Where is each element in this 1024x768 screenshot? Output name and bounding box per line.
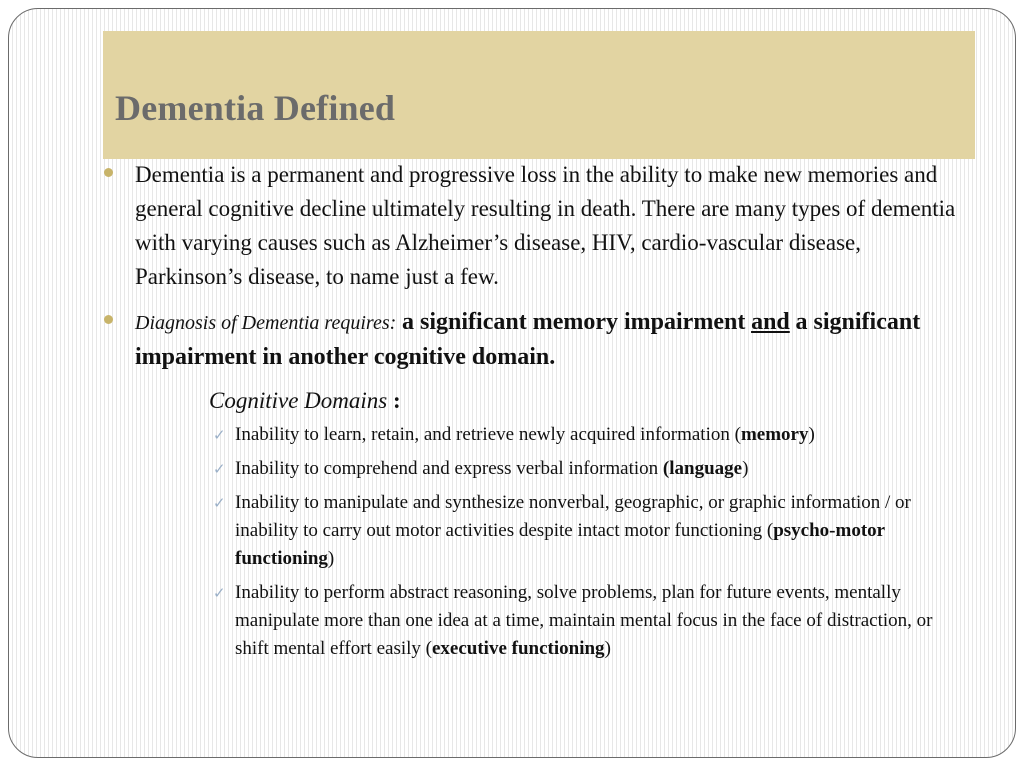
domain-end: ) xyxy=(742,458,749,479)
cognitive-domains-colon: : xyxy=(393,388,401,413)
diagnosis-requirement-a: a significant memory impairment xyxy=(402,309,746,335)
domain-item-executive xyxy=(213,579,964,663)
cognitive-domain-list xyxy=(213,421,964,663)
domain-label: executive functioning xyxy=(431,638,605,659)
domain-text: Inability to manipulate and synthesize nonverbal, geographic, or graphic information / or inability to carry out motor activities despite intact motor functioning ( xyxy=(235,492,911,541)
checkmark-icon: ✓ xyxy=(213,426,226,444)
domain-item-memory xyxy=(213,421,964,449)
checkmark-icon: ✓ xyxy=(213,584,226,602)
domain-item-language xyxy=(213,455,964,483)
diagnosis-requirement-b: a significant impairment in another cognitive domain. xyxy=(135,309,921,370)
domain-text: Inability to perform abstract reasoning, solve problems, plan for future events, mentally manipulate more than one idea at a time, maintain mental focus in the face of distraction, or shift mental effort easily ( xyxy=(235,582,933,659)
bullet-dot-icon xyxy=(104,168,113,177)
domain-item-psycho-motor xyxy=(213,489,964,573)
bullet-text-definition: Dementia is a permanent and progressive loss in the ability to make new memories and general cognitive decline ultimately resulting in death. There are many types of dementia with varying causes such as Alzheimer’s disease, HIV, cardio-vascular disease, Parkinson’s disease, to name just a few. xyxy=(135,162,956,289)
domain-label: (language xyxy=(662,458,743,479)
cognitive-domains-heading xyxy=(209,385,964,417)
checkmark-icon: ✓ xyxy=(213,494,226,512)
slide-title: Dementia Defined xyxy=(115,88,396,128)
domain-end: ) xyxy=(604,638,611,659)
slide-content xyxy=(104,158,964,669)
bullet-item-diagnosis xyxy=(104,305,964,374)
bullet-dot-icon xyxy=(104,315,113,324)
domain-label: memory xyxy=(740,424,809,445)
domain-end: ) xyxy=(327,548,335,569)
diagnosis-label: Diagnosis of Dementia requires: xyxy=(135,312,397,334)
bullet-item-definition xyxy=(104,158,964,294)
domain-end: ) xyxy=(808,424,815,445)
domain-text: Inability to learn, retain, and retrieve newly acquired information ( xyxy=(235,424,741,445)
diagnosis-and: and xyxy=(751,309,790,335)
cognitive-domains-label: Cognitive Domains xyxy=(209,388,388,413)
title-band xyxy=(103,31,975,159)
domain-text: Inability to comprehend and express verbal information xyxy=(235,458,663,479)
domain-label: psycho-motor functioning xyxy=(235,520,885,569)
checkmark-icon: ✓ xyxy=(213,460,226,478)
